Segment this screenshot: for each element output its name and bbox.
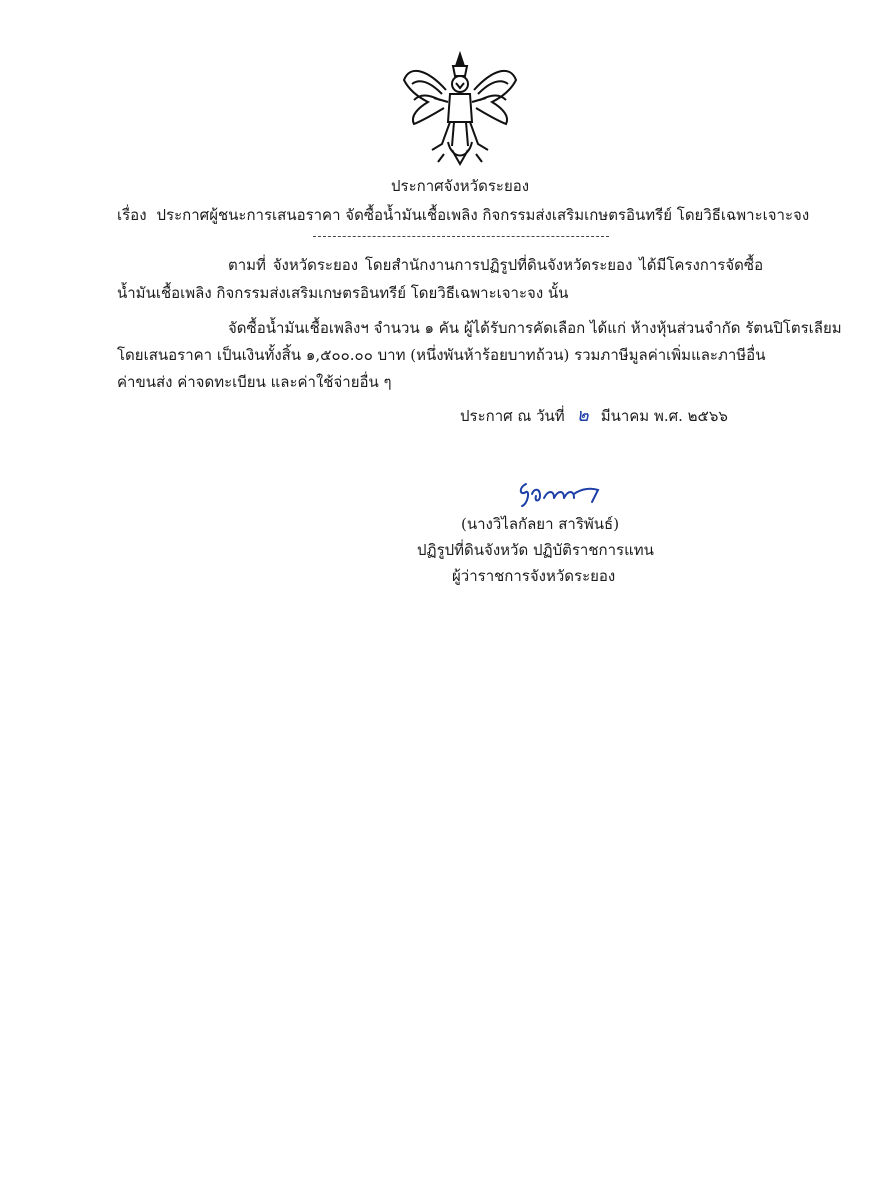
agency-title: ประกาศจังหวัดระยอง [391,177,530,195]
subject-text: ประกาศผู้ชนะการเสนอราคา จัดซื้อน้ำมันเชื้อเพลิง กิจกรรมส่งเสริมเกษตรอินทรีย์ โดยวิธีเฉพาะเจาะจง [156,206,810,224]
signer-name: (นางวิไลกัลยา สาริพันธ์) [461,515,620,533]
signer-position-1: ปฏิรูปที่ดินจังหวัด ปฏิบัติราชการแทน [417,541,654,559]
date-month-year: มีนาคม พ.ศ. ๒๕๖๖ [600,407,728,425]
paragraph-1-line-1: ตามที่ จังหวัดระยอง โดยสำนักงานการปฏิรูปที่ดินจังหวัดระยอง ได้มีโครงการจัดซื้อ [228,256,764,274]
paragraph-2-line-2: โดยเสนอราคา เป็นเงินทั้งสิ้น ๑,๕๐๐.๐๐ บาท (หนึ่งพันห้าร้อยบาทถ้วน) รวมภาษีมูลค่าเพิ่มและภาษีอื่น [117,346,766,364]
paragraph-1-line-2: น้ำมันเชื้อเพลิง กิจกรรมส่งเสริมเกษตรอินทรีย์ โดยวิธีเฉพาะเจาะจง นั้น [117,284,569,302]
date-day: ๒ [576,405,589,426]
paragraph-2-line-3: ค่าขนส่ง ค่าจดทะเบียน และค่าใช้จ่ายอื่น ๆ [117,373,392,391]
signer-position-2: ผู้ว่าราชการจังหวัดระยอง [452,567,616,585]
paragraph-2-line-1: จัดซื้อน้ำมันเชื้อเพลิงฯ จำนวน ๑ คัน ผู้ได้รับการคัดเลือก ได้แก่ ห้างหุ้นส่วนจำกัด รัตนปิโตรเลียม [228,319,842,337]
garuda-emblem-icon [398,50,522,168]
subject-label: เรื่อง [117,206,147,224]
date-prefix: ประกาศ ณ วันที่ [460,407,565,425]
handwritten-signature-icon [512,480,612,510]
subject-line [117,205,809,225]
announcement-date [460,406,728,426]
divider [313,236,609,237]
